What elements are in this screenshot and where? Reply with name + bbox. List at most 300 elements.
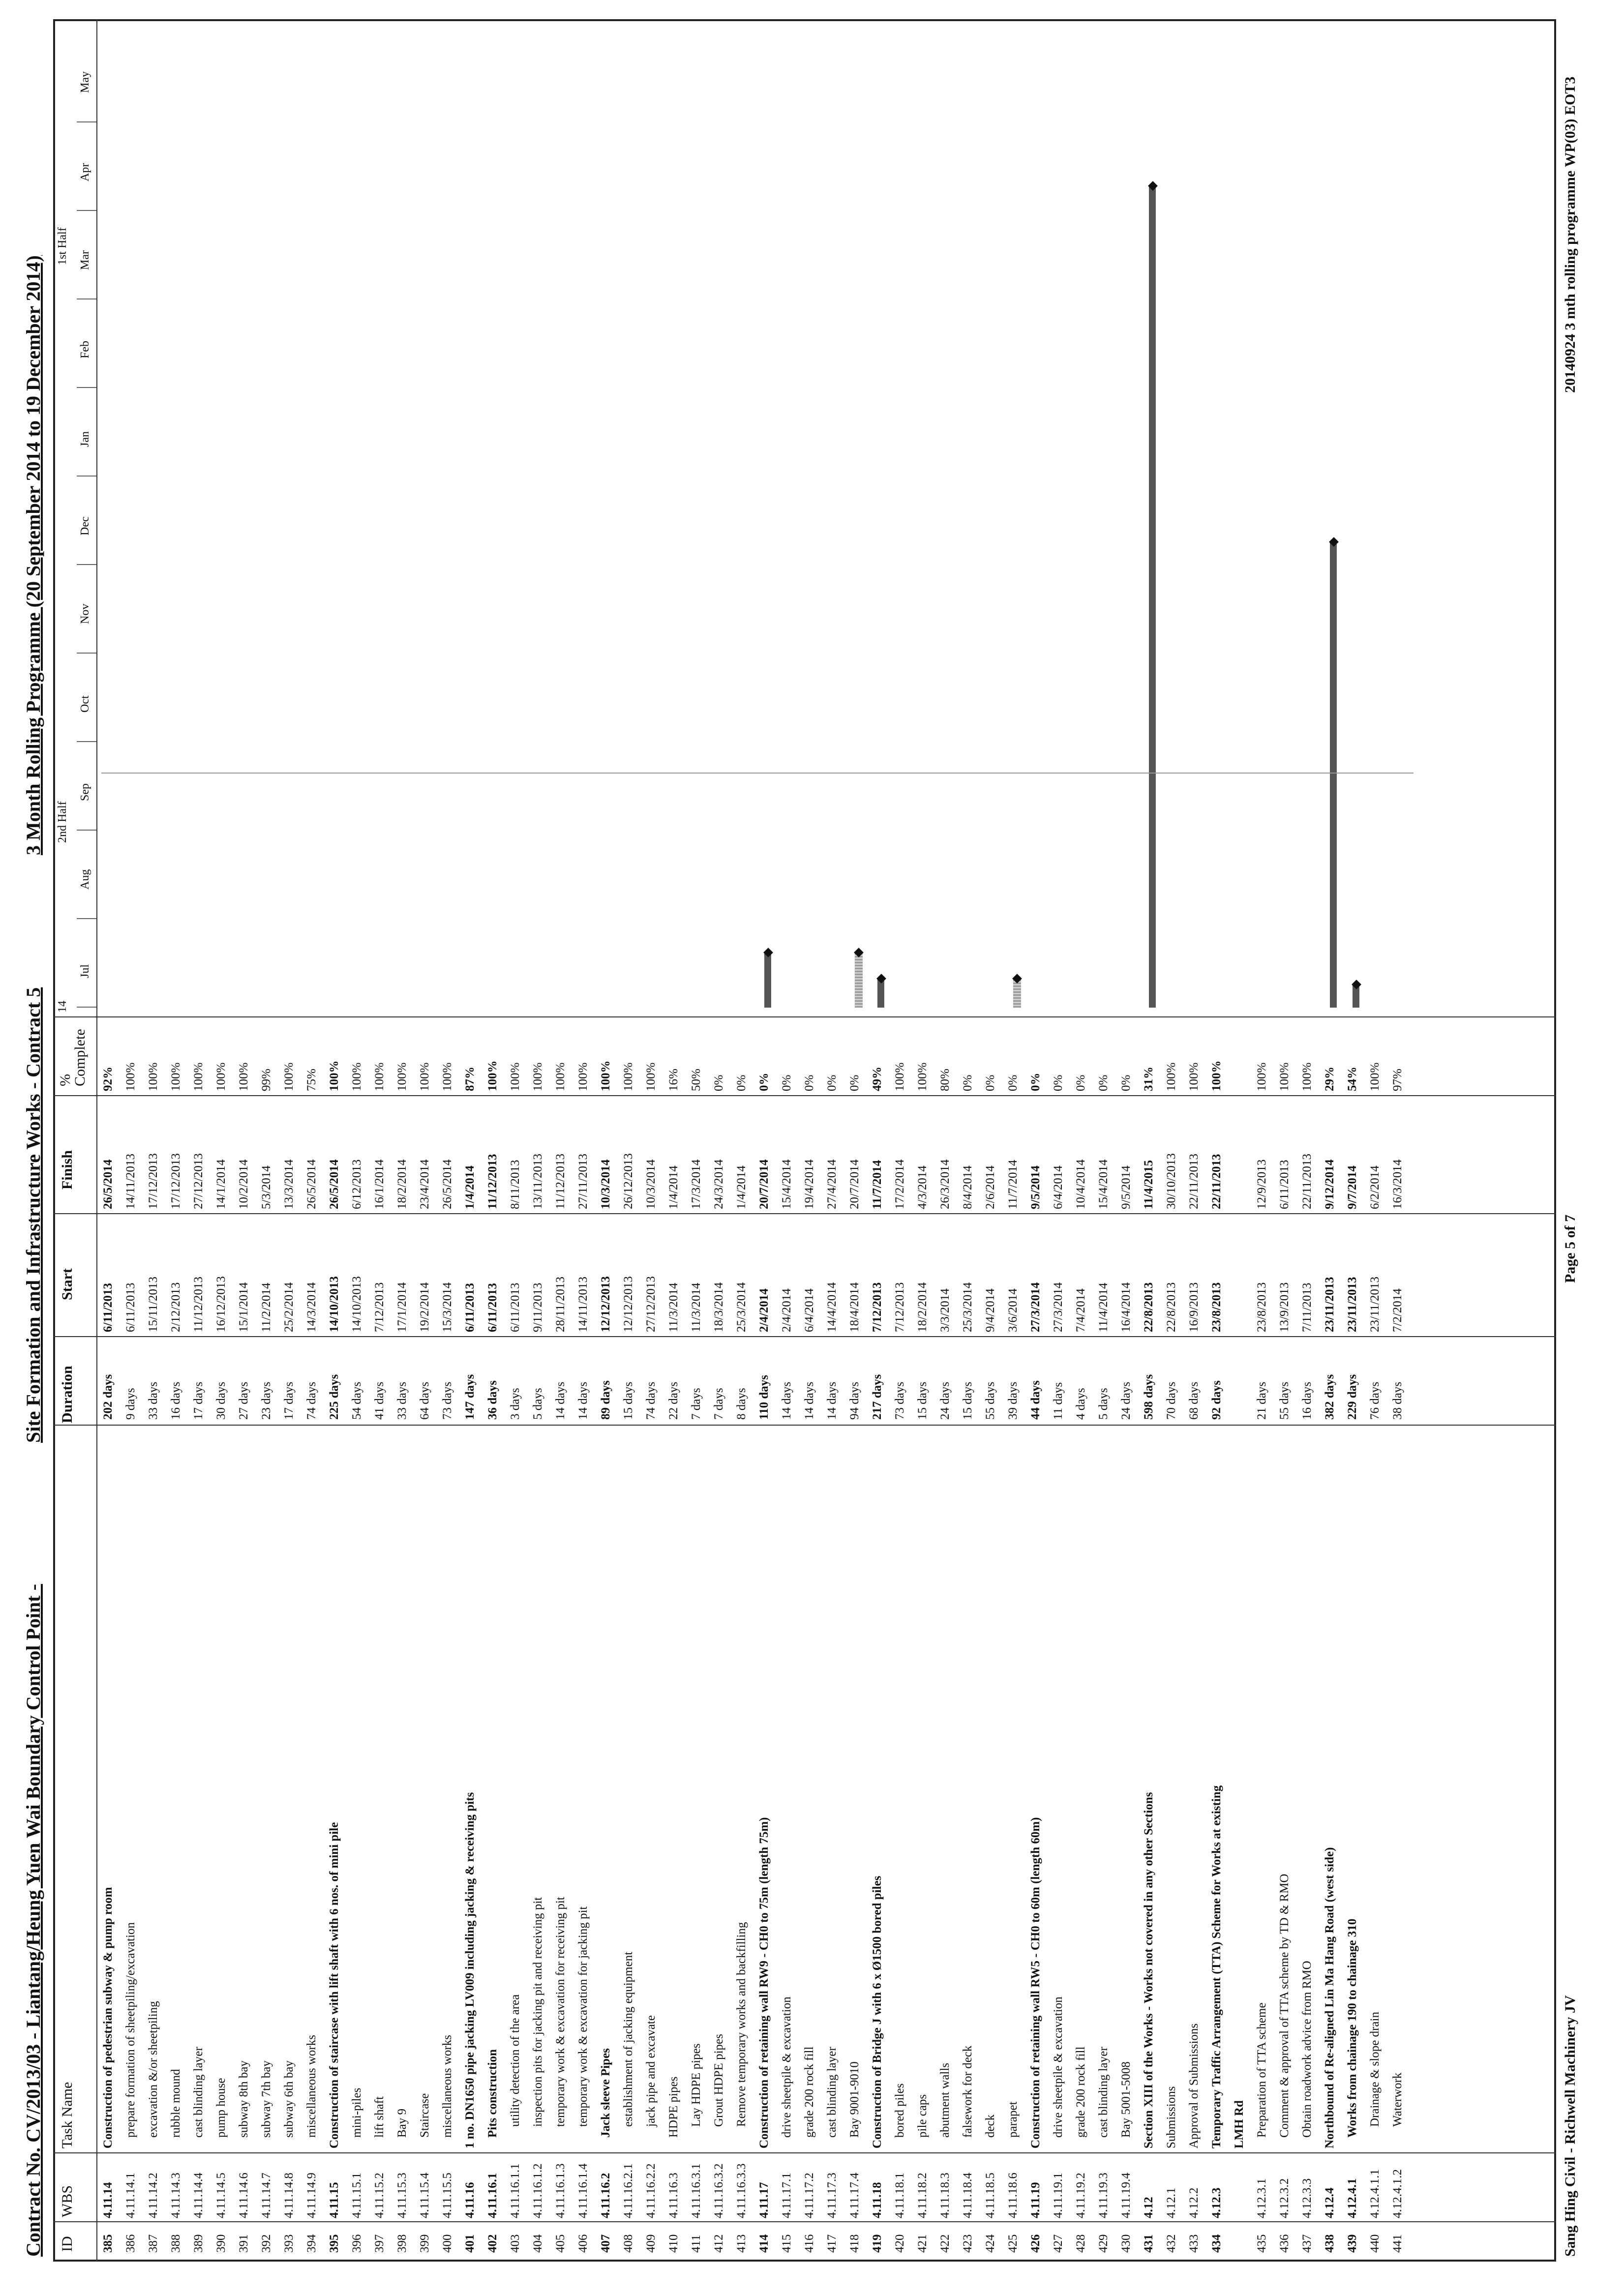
task-complete: 50% — [690, 1069, 703, 1091]
col-finish: Finish — [59, 1150, 75, 1190]
task-duration: 73 days — [441, 1381, 454, 1420]
task-finish: 11/7/2014 — [1006, 1160, 1020, 1209]
task-name: Remove temporary works and backfilling — [735, 1922, 748, 2127]
task-name: Northbound of Re-aligned Lin Ma Hang Road (west side) — [1323, 1847, 1336, 2148]
task-finish: 27/12/2013 — [192, 1153, 205, 1209]
task-name: pile caps — [916, 2094, 929, 2138]
task-complete: 100% — [644, 1062, 658, 1091]
task-start: 19/2/2014 — [418, 1282, 431, 1332]
task-complete: 100% — [893, 1062, 906, 1091]
task-duration: 16 days — [1300, 1381, 1314, 1420]
task-wbs: 4.11.16.3.2 — [712, 2163, 725, 2218]
task-id: 406 — [576, 2234, 590, 2253]
task-id: 418 — [848, 2234, 861, 2253]
task-duration: 229 days — [1346, 1374, 1359, 1420]
task-complete: 100% — [214, 1062, 228, 1091]
task-finish: 22/11/2013 — [1300, 1154, 1314, 1209]
task-name: Construction of staircase with lift shaft with 6 nos. of mini pile — [328, 1822, 341, 2148]
task-complete: 31% — [1142, 1067, 1155, 1091]
task-wbs: 4.11.18.3 — [938, 2173, 952, 2218]
task-finish: 22/11/2013 — [1210, 1154, 1223, 1209]
task-id: 400 — [441, 2234, 454, 2253]
task-id: 427 — [1052, 2234, 1065, 2253]
task-wbs: 4.11.19.3 — [1097, 2173, 1110, 2218]
task-start: 22/8/2013 — [1165, 1282, 1178, 1332]
task-name: Bay 5001-5008 — [1119, 2061, 1133, 2138]
task-wbs: 4.11.18.6 — [1006, 2173, 1020, 2218]
task-start: 2/4/2014 — [780, 1288, 793, 1332]
task-duration: 92 days — [1210, 1380, 1223, 1420]
task-finish: 15/4/2014 — [780, 1159, 793, 1209]
gantt-bar — [855, 953, 863, 1008]
task-name-continued: LMH Rd — [1233, 2100, 1246, 2148]
task-name: inspection pits for jacking pit and receiving pit — [531, 1897, 544, 2127]
task-start: 6/11/2013 — [486, 1282, 499, 1332]
task-name: pump house — [214, 2078, 228, 2138]
task-duration: 14 days — [825, 1381, 839, 1420]
task-complete: 100% — [282, 1062, 296, 1091]
task-wbs: 4.11.16 — [463, 2182, 477, 2218]
task-id: 435 — [1255, 2234, 1268, 2253]
task-name: bored piles — [893, 2083, 906, 2138]
task-duration: 38 days — [1391, 1381, 1404, 1420]
task-complete: 100% — [576, 1062, 590, 1091]
month-tick — [77, 121, 96, 122]
task-id: 420 — [893, 2234, 906, 2253]
month-tick — [77, 741, 96, 742]
task-wbs: 4.11.16.1.2 — [531, 2163, 544, 2218]
task-complete: 100% — [1300, 1062, 1314, 1091]
task-complete: 100% — [916, 1062, 929, 1091]
task-finish: 9/7/2014 — [1346, 1165, 1359, 1209]
task-complete: 99% — [260, 1069, 273, 1091]
task-duration: 55 days — [984, 1381, 997, 1420]
task-finish: 26/12/2013 — [622, 1153, 635, 1209]
task-start: 14/10/2013 — [328, 1276, 341, 1332]
task-wbs: 4.11.16.3.3 — [735, 2163, 748, 2218]
task-duration: 7 days — [712, 1388, 725, 1420]
task-complete: 0% — [848, 1074, 861, 1091]
divider — [53, 1425, 1556, 1426]
task-duration: 8 days — [735, 1388, 748, 1420]
task-wbs: 4.11.15.1 — [350, 2173, 363, 2218]
task-wbs: 4.11.14 — [101, 2182, 115, 2218]
gantt-bar — [1149, 186, 1156, 1008]
task-complete: 100% — [1368, 1062, 1382, 1091]
task-wbs: 4.11.16.2 — [599, 2173, 612, 2218]
task-id: 413 — [735, 2234, 748, 2253]
task-complete: 54% — [1346, 1067, 1359, 1091]
task-start: 16/12/2013 — [214, 1276, 228, 1332]
task-name: cast blinding layer — [825, 2047, 839, 2138]
task-finish: 10/3/2014 — [644, 1159, 658, 1209]
task-name: jack pipe and excavate — [644, 2015, 658, 2127]
task-id: 433 — [1187, 2234, 1201, 2253]
task-name: grade 200 rock fill — [803, 2046, 816, 2138]
month-tick — [77, 564, 96, 565]
task-id: 390 — [214, 2234, 228, 2253]
task-id: 397 — [373, 2234, 386, 2253]
task-finish: 4/3/2014 — [916, 1165, 929, 1209]
task-wbs: 4.11.18 — [871, 2182, 884, 2218]
footer-doc-ref: 20140924 3 mth rolling programme WP(03) EOT3 — [1562, 76, 1578, 393]
task-start: 3/6/2014 — [1006, 1288, 1020, 1332]
task-complete: 0% — [1006, 1074, 1020, 1091]
task-id: 404 — [531, 2234, 544, 2253]
task-name: drive sheetpile & excavation — [1052, 1997, 1065, 2138]
task-duration: 21 days — [1255, 1381, 1268, 1420]
month-label: Feb — [79, 341, 91, 358]
task-id: 389 — [192, 2234, 205, 2253]
divider — [53, 2152, 1556, 2153]
task-id: 419 — [871, 2234, 884, 2253]
month-tick — [77, 298, 96, 299]
task-finish: 6/4/2014 — [1052, 1165, 1065, 1209]
task-name: Section XIII of the Works - Works not covered in any other Sections — [1142, 1792, 1155, 2148]
task-finish: 13/3/2014 — [282, 1159, 296, 1209]
task-id: 393 — [282, 2234, 296, 2253]
task-name: Preparation of TTA scheme — [1255, 2002, 1268, 2138]
task-wbs: 4.12 — [1142, 2197, 1155, 2218]
task-duration: 15 days — [916, 1381, 929, 1420]
task-start: 9/4/2014 — [984, 1288, 997, 1332]
task-start: 2/4/2014 — [757, 1288, 771, 1332]
month-tick — [77, 1007, 96, 1008]
task-wbs: 4.11.16.1.1 — [509, 2163, 522, 2218]
task-complete: 16% — [667, 1069, 680, 1091]
task-finish: 11/7/2014 — [871, 1160, 884, 1209]
task-wbs: 4.11.15.2 — [373, 2173, 386, 2218]
task-wbs: 4.12.3 — [1210, 2187, 1223, 2218]
task-wbs: 4.11.17.1 — [780, 2173, 793, 2218]
task-start: 15/1/2014 — [237, 1282, 250, 1332]
task-name: Staircase — [418, 2093, 431, 2138]
task-id: 403 — [509, 2234, 522, 2253]
task-start: 27/3/2014 — [1029, 1282, 1042, 1332]
task-finish: 11/4/2015 — [1142, 1160, 1155, 1209]
task-id: 399 — [418, 2234, 431, 2253]
task-wbs: 4.11.14.4 — [192, 2173, 205, 2218]
task-start: 28/11/2013 — [554, 1277, 567, 1332]
task-duration: 74 days — [305, 1381, 318, 1420]
task-start: 23/8/2013 — [1255, 1282, 1268, 1332]
task-name: grade 200 rock fill — [1074, 2046, 1087, 2138]
month-tick — [77, 210, 96, 211]
task-wbs: 4.11.14.7 — [260, 2173, 273, 2218]
task-wbs: 4.11.18.1 — [893, 2173, 906, 2218]
task-id: 405 — [554, 2234, 567, 2253]
task-wbs: 4.11.19.2 — [1074, 2173, 1087, 2218]
task-wbs: 4.12.2 — [1187, 2187, 1201, 2218]
gantt-bar — [1330, 542, 1337, 1008]
task-complete: 0% — [803, 1074, 816, 1091]
task-finish: 16/1/2014 — [373, 1159, 386, 1209]
task-start: 18/3/2014 — [712, 1282, 725, 1332]
task-start: 12/12/2013 — [599, 1276, 612, 1332]
task-name: Waterwork — [1391, 2072, 1404, 2127]
task-finish: 18/2/2014 — [395, 1159, 409, 1209]
task-name: subway 6th bay — [282, 2060, 296, 2138]
task-duration: 74 days — [644, 1381, 658, 1420]
task-wbs: 4.11.18.2 — [916, 2173, 929, 2218]
task-complete: 100% — [418, 1062, 431, 1091]
footer-page: Page 5 of 7 — [1562, 1214, 1578, 1283]
col-id: ID — [59, 2236, 75, 2252]
task-start: 16/4/2014 — [1119, 1282, 1133, 1332]
task-finish: 24/3/2014 — [712, 1159, 725, 1209]
task-complete: 100% — [486, 1060, 499, 1091]
task-name: Construction of retaining wall RW5 - CH0 to 60m (length 60m) — [1029, 1817, 1042, 2148]
month-tick — [77, 918, 96, 919]
task-name: Construction of retaining wall RW9 - CH0 to 75m (length 75m) — [757, 1817, 771, 2148]
task-name: excavation &/or sheetpiling — [147, 2001, 160, 2138]
task-finish: 9/12/2014 — [1323, 1159, 1336, 1209]
col-task: Task Name — [59, 2082, 75, 2148]
month-label: Jan — [79, 431, 91, 447]
task-wbs: 4.12.4.1 — [1346, 2178, 1359, 2218]
task-duration: 15 days — [961, 1381, 974, 1420]
task-finish: 11/12/2013 — [486, 1154, 499, 1209]
task-duration: 14 days — [780, 1381, 793, 1420]
task-complete: 100% — [1278, 1062, 1291, 1091]
task-name: Bay 9 — [395, 2108, 409, 2138]
task-name: falsework for deck — [961, 2045, 974, 2138]
task-name: Obtain roadwork advice from RMO — [1300, 1961, 1314, 2138]
task-finish: 11/12/2013 — [554, 1154, 567, 1209]
task-id: 436 — [1278, 2234, 1291, 2253]
task-complete: 87% — [463, 1067, 477, 1091]
task-id: 412 — [712, 2234, 725, 2253]
month-label: Apr — [79, 163, 91, 181]
task-duration: 9 days — [124, 1388, 137, 1420]
task-start: 7/11/2013 — [1300, 1282, 1314, 1332]
task-duration: 27 days — [237, 1381, 250, 1420]
task-duration: 147 days — [463, 1374, 477, 1420]
task-duration: 24 days — [1119, 1381, 1133, 1420]
task-finish: 13/11/2013 — [531, 1154, 544, 1209]
task-id: 394 — [305, 2234, 318, 2253]
task-name: miscellaneous works — [305, 2035, 318, 2138]
task-duration: 68 days — [1187, 1381, 1201, 1420]
task-wbs: 4.12.3.1 — [1255, 2178, 1268, 2218]
status-date-line — [101, 773, 1413, 774]
task-finish: 10/3/2014 — [599, 1159, 612, 1209]
month-label: Aug — [79, 869, 91, 890]
task-id: 432 — [1165, 2234, 1178, 2253]
task-start: 12/12/2013 — [622, 1276, 635, 1332]
task-name: Comment & approval of TTA scheme by TD & RMO — [1278, 1874, 1291, 2138]
task-name: prepare formation of sheetpiling/excavation — [124, 1922, 137, 2138]
task-name: Lay HDPE pipes — [690, 2043, 703, 2127]
divider — [53, 2221, 1556, 2222]
divider — [53, 1213, 1556, 1214]
task-duration: 70 days — [1165, 1381, 1178, 1420]
half-2-label: 2nd Half — [56, 801, 69, 843]
task-finish: 20/7/2014 — [848, 1159, 861, 1209]
task-finish: 17/12/2013 — [169, 1153, 182, 1209]
task-id: 428 — [1074, 2234, 1087, 2253]
task-start: 23/11/2013 — [1346, 1277, 1359, 1332]
task-finish: 17/2/2014 — [893, 1159, 906, 1209]
half-1-label: 1st Half — [56, 227, 69, 265]
task-start: 14/11/2013 — [576, 1277, 590, 1332]
task-duration: 76 days — [1368, 1381, 1382, 1420]
task-name: Approval of Submissions — [1187, 2023, 1201, 2148]
task-duration: 36 days — [486, 1380, 499, 1420]
task-complete: 100% — [1255, 1062, 1268, 1091]
task-name: parapet — [1006, 2101, 1020, 2138]
task-id: 386 — [124, 2234, 137, 2253]
task-complete: 100% — [531, 1062, 544, 1091]
task-wbs: 4.11.14.9 — [305, 2173, 318, 2218]
task-complete: 49% — [871, 1067, 884, 1091]
task-id: 441 — [1391, 2234, 1404, 2253]
task-duration: 94 days — [848, 1381, 861, 1420]
task-duration: 14 days — [576, 1381, 590, 1420]
task-start: 18/4/2014 — [848, 1282, 861, 1332]
task-wbs: 4.11.17 — [757, 2182, 771, 2218]
task-duration: 5 days — [531, 1388, 544, 1420]
task-complete: 100% — [509, 1062, 522, 1091]
task-id: 440 — [1368, 2234, 1382, 2253]
task-finish: 27/11/2013 — [576, 1154, 590, 1209]
task-name: Jack sleeve Pipes — [599, 2048, 612, 2138]
task-wbs: 4.11.16.2.2 — [644, 2163, 658, 2218]
task-complete: 75% — [305, 1069, 318, 1091]
task-start: 7/12/2013 — [893, 1282, 906, 1332]
task-name: mini-piles — [350, 2087, 363, 2138]
year-mark: 14 — [56, 1001, 69, 1013]
task-wbs: 4.11.17.3 — [825, 2173, 839, 2218]
task-id: 401 — [463, 2234, 477, 2253]
task-duration: 217 days — [871, 1374, 884, 1420]
task-name: deck — [984, 2114, 997, 2138]
task-finish: 1/4/2014 — [463, 1165, 477, 1209]
task-id: 388 — [169, 2234, 182, 2253]
month-tick — [77, 476, 96, 477]
task-start: 23/11/2013 — [1323, 1277, 1336, 1332]
task-duration: 22 days — [667, 1381, 680, 1420]
task-complete: 0% — [1052, 1074, 1065, 1091]
task-duration: 225 days — [328, 1374, 341, 1420]
task-complete: 100% — [1187, 1062, 1201, 1091]
task-finish: 16/3/2014 — [1391, 1159, 1404, 1209]
programme-title: 3 Month Rolling Programme (20 September 2014 to 19 December 2014) — [22, 255, 44, 855]
task-name: Drainage & slope drain — [1368, 2012, 1382, 2127]
task-complete: 100% — [1210, 1060, 1223, 1091]
task-start: 15/11/2013 — [147, 1277, 160, 1332]
task-start: 6/4/2014 — [803, 1288, 816, 1332]
task-complete: 0% — [780, 1074, 793, 1091]
task-start: 7/12/2013 — [373, 1282, 386, 1332]
task-start: 15/3/2014 — [441, 1282, 454, 1332]
task-name: Grout HDPE pipes — [712, 2034, 725, 2127]
task-id: 424 — [984, 2234, 997, 2253]
task-start: 2/12/2013 — [169, 1282, 182, 1332]
col-wbs: WBS — [59, 2185, 75, 2217]
task-wbs: 4.11.16.1.4 — [576, 2163, 590, 2218]
task-complete: 0% — [735, 1074, 748, 1091]
task-id: 422 — [938, 2234, 952, 2253]
task-complete: 100% — [124, 1062, 137, 1091]
task-complete: 92% — [101, 1067, 115, 1091]
task-complete: 100% — [622, 1062, 635, 1091]
task-wbs: 4.11.19.1 — [1052, 2173, 1065, 2218]
task-duration: 15 days — [622, 1381, 635, 1420]
task-id: 392 — [260, 2234, 273, 2253]
task-name: Bay 9001-9010 — [848, 2061, 861, 2138]
task-duration: 7 days — [690, 1388, 703, 1420]
task-id: 437 — [1300, 2234, 1314, 2253]
task-finish: 20/7/2014 — [757, 1159, 771, 1209]
task-wbs: 4.11.14.5 — [214, 2173, 228, 2218]
task-complete: 0% — [961, 1074, 974, 1091]
task-name: abutment walls — [938, 2062, 952, 2138]
task-wbs: 4.11.19 — [1029, 2182, 1042, 2218]
task-start: 13/9/2013 — [1278, 1282, 1291, 1332]
task-finish: 26/5/2014 — [328, 1159, 341, 1209]
task-start: 7/12/2013 — [871, 1282, 884, 1332]
task-duration: 24 days — [938, 1381, 952, 1420]
divider — [53, 1336, 1556, 1337]
task-complete: 0% — [1119, 1074, 1133, 1091]
task-wbs: 4.11.16.2.1 — [622, 2163, 635, 2218]
task-finish: 15/4/2014 — [1097, 1159, 1110, 1209]
task-start: 27/12/2013 — [644, 1276, 658, 1332]
task-start: 27/3/2014 — [1052, 1282, 1065, 1332]
task-duration: 89 days — [599, 1380, 612, 1420]
task-duration: 14 days — [803, 1381, 816, 1420]
task-id: 417 — [825, 2234, 839, 2253]
task-id: 398 — [395, 2234, 409, 2253]
task-start: 14/3/2014 — [305, 1282, 318, 1332]
task-duration: 23 days — [260, 1381, 273, 1420]
task-start: 7/2/2014 — [1391, 1288, 1404, 1332]
task-wbs: 4.11.14.3 — [169, 2173, 182, 2218]
task-name: miscellaneous works — [441, 2035, 454, 2138]
divider — [53, 1095, 1556, 1096]
task-id: 387 — [147, 2234, 160, 2253]
task-complete: 0% — [825, 1074, 839, 1091]
task-finish: 17/12/2013 — [147, 1153, 160, 1209]
task-duration: 33 days — [147, 1381, 160, 1420]
task-id: 410 — [667, 2234, 680, 2253]
task-finish: 14/1/2014 — [214, 1159, 228, 1209]
task-finish: 26/5/2014 — [101, 1159, 115, 1209]
col-complete-2: Complete — [72, 1029, 88, 1086]
task-duration: 202 days — [101, 1374, 115, 1420]
task-finish: 6/2/2014 — [1368, 1165, 1382, 1209]
task-start: 14/4/2014 — [825, 1282, 839, 1332]
task-wbs: 4.11.17.4 — [848, 2173, 861, 2218]
gantt-bar — [764, 953, 771, 1008]
task-complete: 0% — [757, 1073, 771, 1091]
task-id: 430 — [1119, 2234, 1133, 2253]
task-finish: 8/11/2013 — [509, 1160, 522, 1209]
task-complete: 80% — [938, 1069, 952, 1091]
task-wbs: 4.11.19.4 — [1119, 2173, 1133, 2218]
task-name: drive sheetpile & excavation — [780, 1997, 793, 2138]
task-duration: 30 days — [214, 1381, 228, 1420]
task-id: 385 — [101, 2234, 115, 2253]
task-id: 434 — [1210, 2234, 1223, 2253]
task-complete: 97% — [1391, 1069, 1404, 1091]
task-name: Temporary Traffic Arrangement (TTA) Scheme for Works at existing — [1210, 1785, 1223, 2148]
col-complete-1: % — [57, 1074, 73, 1086]
task-name: lift shaft — [373, 2096, 386, 2138]
task-start: 18/2/2014 — [916, 1282, 929, 1332]
task-name: 1 no. DN1650 pipe jacking LV009 including jacking & receiving pits — [463, 1792, 477, 2148]
